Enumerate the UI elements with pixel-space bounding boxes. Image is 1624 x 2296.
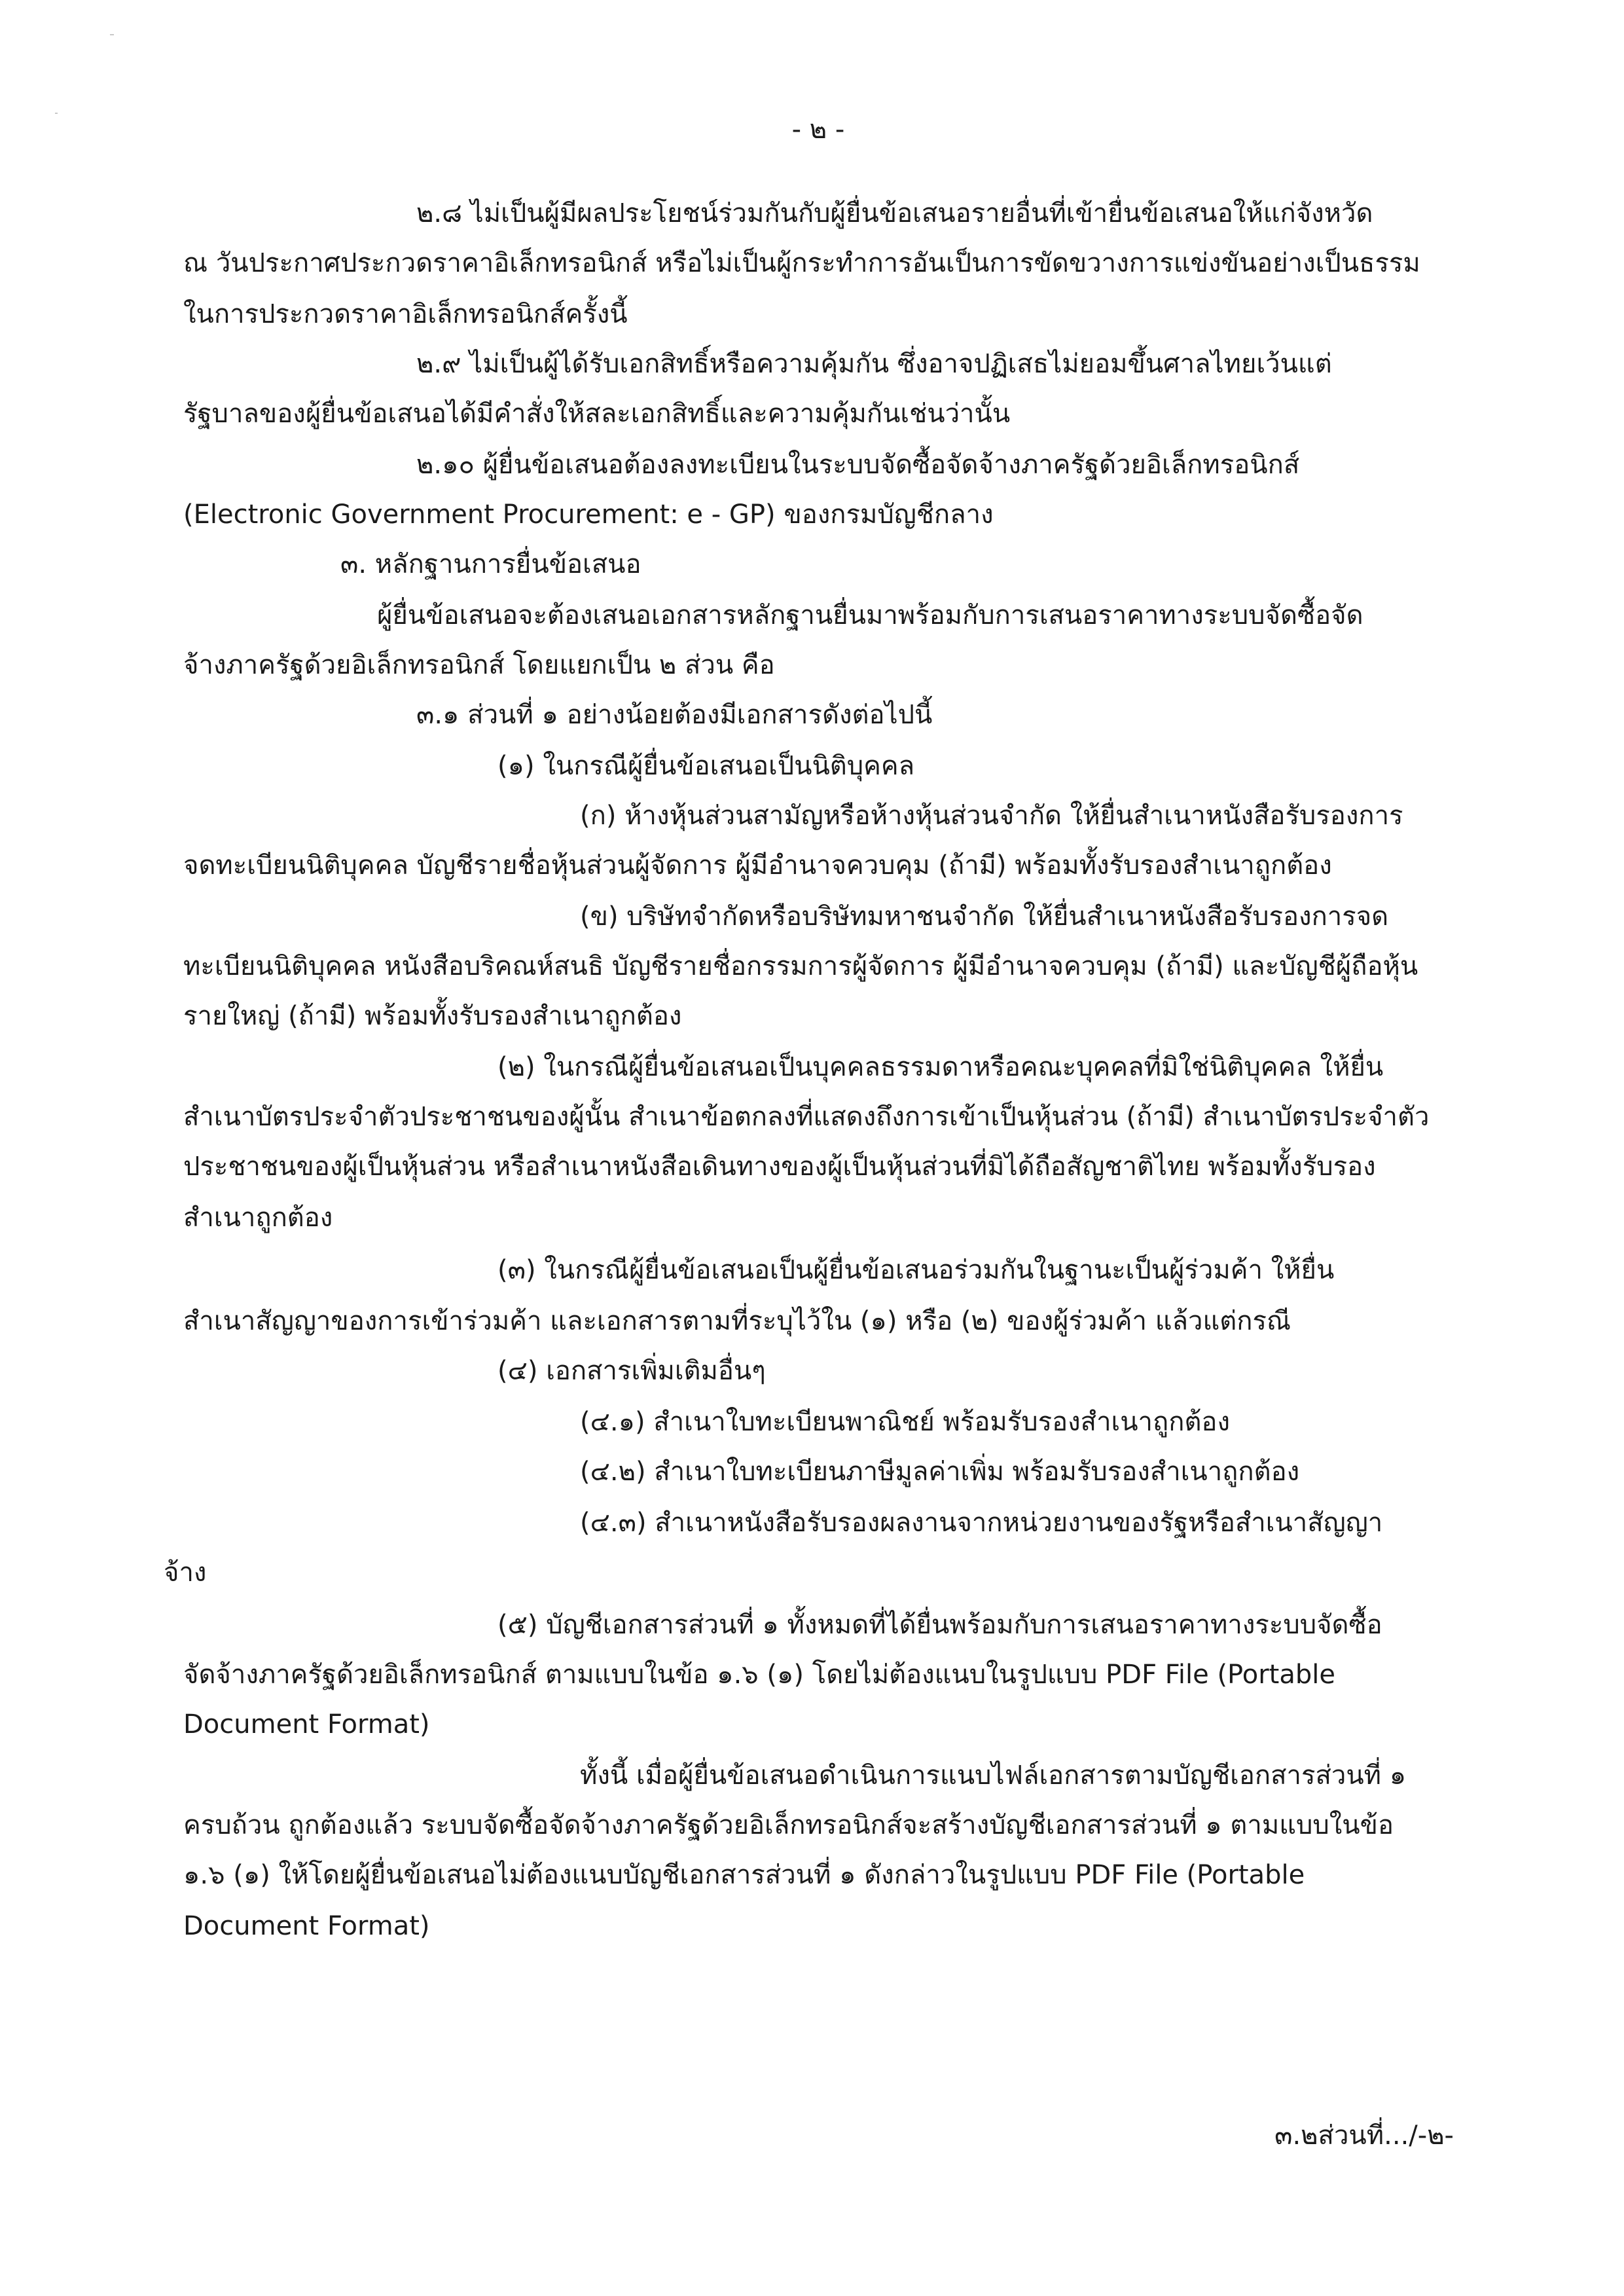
section-3-intro-line-2: จ้างภาครัฐด้วยอิเล็กทรอนิกส์ โดยแยกเป็น ๒ ส่วน คือ [183,650,775,680]
item-4-3-line-2: จ้าง [164,1558,207,1588]
item-1a-line-2: จดทะเบียนนิติบุคคล บัญชีรายชื่อหุ้นส่วนผู้จัดการ ผู้มีอำนาจควบคุม (ถ้ามี) พร้อมทั้งรับรองสำเนาถูกต้อง [183,850,1332,881]
clause-2-8-line-1: ๒.๘ ไม่เป็นผู้มีผลประโยชน์ร่วมกันกับผู้ยื่นข้อเสนอรายอื่นที่เข้ายื่นข้อเสนอให้แก่จังหวัด [416,198,1373,228]
item-4-heading: (๔) เอกสารเพิ่มเติมอื่นๆ [497,1356,766,1386]
item-4-2: (๔.๒) สำเนาใบทะเบียนภาษีมูลค่าเพิ่ม พร้อมรับรองสำเนาถูกต้อง [580,1457,1300,1487]
item-3-line-1: (๓) ในกรณีผู้ยื่นข้อเสนอเป็นผู้ยื่นข้อเสนอร่วมกันในฐานะเป็นผู้ร่วมค้า ให้ยื่น [497,1255,1335,1285]
item-5-line-2: จัดจ้างภาครัฐด้วยอิเล็กทรอนิกส์ ตามแบบในข้อ ๑.๖ (๑) โดยไม่ต้องแนบในรูปแบบ PDF File (Portable [183,1660,1335,1690]
item-3-line-2: สำเนาสัญญาของการเข้าร่วมค้า และเอกสารตามที่ระบุไว้ใน (๑) หรือ (๒) ของผู้ร่วมค้า แล้วแต่กรณี [183,1306,1291,1336]
scan-speck [55,113,58,114]
section-3-intro-line-1: ผู้ยื่นข้อเสนอจะต้องเสนอเอกสารหลักฐานยื่นมาพร้อมกับการเสนอราคาทางระบบจัดซื้อจัด [377,600,1363,630]
item-5-line-1: (๕) บัญชีเอกสารส่วนที่ ๑ ทั้งหมดที่ได้ยื่นพร้อมกับการเสนอราคาทางระบบจัดซื้อ [497,1610,1382,1640]
item-1b-line-1: (ข) บริษัทจำกัดหรือบริษัทมหาชนจำกัด ให้ยื่นสำเนาหนังสือรับรองการจด [580,902,1389,932]
item-1b-line-3: รายใหญ่ (ถ้ามี) พร้อมทั้งรับรองสำเนาถูกต้อง [183,1001,682,1031]
footer-continuation: ๓.๒ส่วนที่.../-๒- [1274,2121,1454,2151]
clause-2-10-line-2: (Electronic Government Procurement: e - GP) ของกรมบัญชีกลาง [183,500,994,530]
clause-2-10-line-1: ๒.๑๐ ผู้ยื่นข้อเสนอต้องลงทะเบียนในระบบจัดซื้อจัดจ้างภาครัฐด้วยอิเล็กทรอนิกส์ [416,450,1300,480]
item-4-1: (๔.๑) สำเนาใบทะเบียนพาณิชย์ พร้อมรับรองสำเนาถูกต้อง [580,1407,1230,1437]
item-2-line-1: (๒) ในกรณีผู้ยื่นข้อเสนอเป็นบุคคลธรรมดาหรือคณะบุคคลที่มิใช่นิติบุคคล ให้ยื่น [497,1052,1384,1082]
note-line-3: ๑.๖ (๑) ให้โดยผู้ยื่นข้อเสนอไม่ต้องแนบบัญชีเอกสารส่วนที่ ๑ ดังกล่าวในรูปแบบ PDF File (Portable [183,1860,1305,1890]
clause-3-1-heading: ๓.๑ ส่วนที่ ๑ อย่างน้อยต้องมีเอกสารดังต่อไปนี้ [416,700,933,730]
clause-2-9-line-1: ๒.๙ ไม่เป็นผู้ได้รับเอกสิทธิ์หรือความคุ้มกัน ซึ่งอาจปฏิเสธไม่ยอมขึ้นศาลไทยเว้นแต่ [416,349,1332,379]
note-line-1: ทั้งนี้ เมื่อผู้ยื่นข้อเสนอดำเนินการแนบไฟล์เอกสารตามบัญชีเอกสารส่วนที่ ๑ [580,1760,1407,1791]
item-1b-line-2: ทะเบียนนิติบุคคล หนังสือบริคณห์สนธิ บัญชีรายชื่อกรรมการผู้จัดการ ผู้มีอำนาจควบคุม (ถ้ามี) และบัญชีผู้ถือหุ้น [183,951,1418,981]
item-2-line-4: สำเนาถูกต้อง [183,1203,333,1233]
item-4-3-line-1: (๔.๓) สำเนาหนังสือรับรองผลงานจากหน่วยงานของรัฐหรือสำเนาสัญญา [580,1508,1383,1538]
section-3-heading: ๓. หลักฐานการยื่นข้อเสนอ [340,549,641,579]
clause-2-8-line-2: ณ วันประกาศประกวดราคาอิเล็กทรอนิกส์ หรือไม่เป็นผู้กระทำการอันเป็นการขัดขวางการแข่งขันอย่างเป็นธรรม [183,248,1420,278]
item-5-line-3: Document Format) [183,1709,430,1740]
item-1a-line-1: (ก) ห้างหุ้นส่วนสามัญหรือห้างหุ้นส่วนจำกัด ให้ยื่นสำเนาหนังสือรับรองการ [580,801,1403,831]
note-line-2: ครบถ้วน ถูกต้องแล้ว ระบบจัดซื้อจัดจ้างภาครัฐด้วยอิเล็กทรอนิกส์จะสร้างบัญชีเอกสารส่วนที่ ๑ ตามแบบในข้อ [183,1810,1394,1840]
clause-2-8-line-3: ในการประกวดราคาอิเล็กทรอนิกส์ครั้งนี้ [183,299,628,329]
clause-2-9-line-2: รัฐบาลของผู้ยื่นข้อเสนอได้มีคำสั่งให้สละเอกสิทธิ์และความคุ้มกันเช่นว่านั้น [183,399,1011,429]
item-2-line-3: ประชาชนของผู้เป็นหุ้นส่วน หรือสำเนาหนังสือเดินทางของผู้เป็นหุ้นส่วนที่มิได้ถือสัญชาติไทย พร้อมทั้งรับรอง [183,1152,1376,1182]
note-line-4: Document Format) [183,1911,430,1941]
page-number: - ๒ - [791,115,845,145]
item-2-line-2: สำเนาบัตรประจำตัวประชาชนของผู้นั้น สำเนาข้อตกลงที่แสดงถึงการเข้าเป็นหุ้นส่วน (ถ้ามี) สำเนาบัตรประจำตัว [183,1102,1430,1132]
item-1-heading: (๑) ในกรณีผู้ยื่นข้อเสนอเป็นนิติบุคคล [497,751,915,781]
scan-speck [110,34,114,35]
